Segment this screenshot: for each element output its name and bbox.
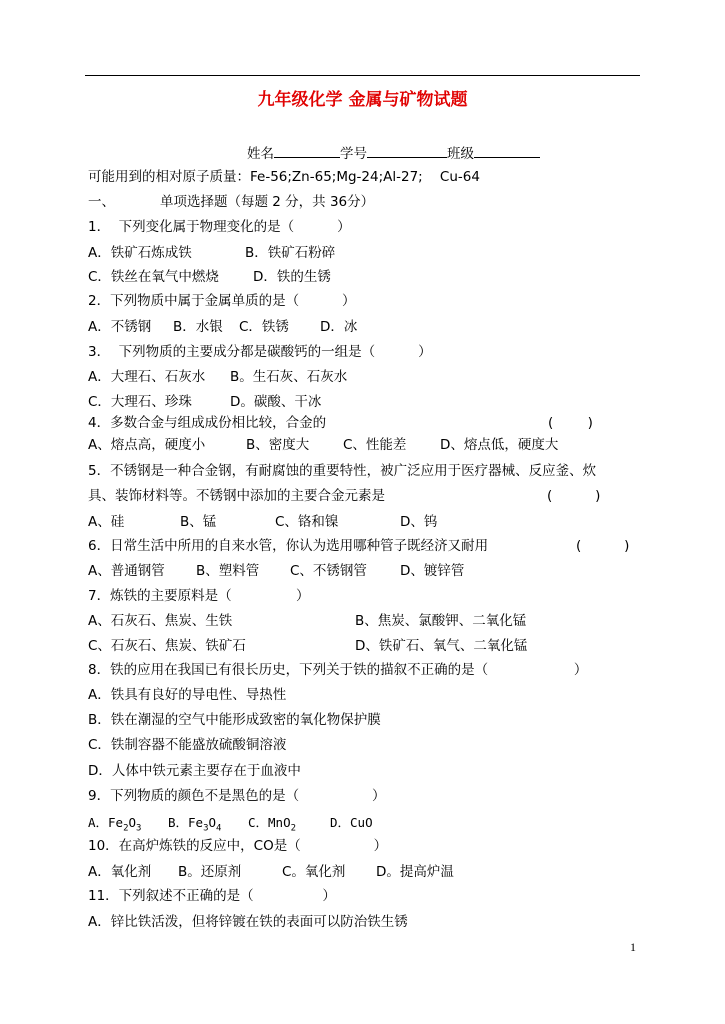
question-3: 3． 下列物质的主要成分都是碳酸钙的一组是（ ） — [88, 344, 432, 360]
question-11: 11．下列叙述不正确的是（ ） — [88, 888, 336, 904]
q3-option-c: C．大理石、珍珠 — [88, 394, 192, 410]
number-field[interactable] — [367, 143, 447, 158]
q5-option-c: C、铬和镍 — [275, 514, 339, 530]
q6-option-b: B、塑料管 — [196, 563, 260, 579]
q6-option-a: A、普通钢管 — [88, 563, 165, 579]
q5-option-d: D、钨 — [400, 514, 438, 530]
question-10: 10．在高炉炼铁的反应中，CO是（ ） — [88, 838, 388, 854]
question-4: 4．多数合金与组成成份相比较，合金的 — [88, 415, 327, 431]
q5-answer-paren: ( ) — [547, 488, 601, 504]
q2-option-d: D．冰 — [320, 319, 358, 335]
student-info — [247, 143, 540, 164]
q6-option-d: D、镀锌管 — [400, 563, 465, 579]
q10-option-c: C。氧化剂 — [282, 864, 346, 880]
q7-option-d: D、铁矿石、氧气、二氧化锰 — [355, 638, 528, 654]
q9-option-a: A．$Fe_2O_3$ — [88, 815, 142, 834]
q6-option-c: C、不锈钢管 — [290, 563, 367, 579]
page-number: 1 — [630, 940, 636, 954]
q9-option-d: D．CuO — [330, 815, 373, 830]
section-number: 一、 — [88, 194, 115, 210]
q11-option-a: A．锌比铁活泼，但将锌镀在铁的表面可以防治铁生锈 — [88, 914, 408, 930]
q8-option-c: C．铁制容器不能盛放硫酸铜溶液 — [88, 737, 287, 753]
atomic-mass-line: 可能用到的相对原子质量：Fe-56;Zn-65;Mg-24;Al-27; Cu-64 — [88, 169, 480, 185]
q8-option-d: D．人体中铁元素主要存在于血液中 — [88, 763, 301, 779]
number-label: 学号 — [340, 146, 367, 162]
q9-option-b: B．$Fe_3O_4$ — [168, 815, 222, 834]
q6-answer-paren: ( ) — [576, 538, 630, 554]
q4-option-a: A、熔点高，硬度小 — [88, 437, 206, 453]
question-8: 8．铁的应用在我国已有很长历史，下列关于铁的描叙不正确的是（ ） — [88, 662, 588, 678]
q7-option-a: A、石灰石、焦炭、生铁 — [88, 613, 233, 629]
class-field[interactable] — [474, 143, 540, 158]
q5-option-b: B、锰 — [180, 514, 217, 530]
q1-option-a: A．铁矿石炼成铁 — [88, 245, 192, 261]
q1-option-d: D．铁的生锈 — [253, 269, 331, 285]
q10-option-d: D。提高炉温 — [376, 864, 454, 880]
q4-option-c: C、性能差 — [343, 437, 407, 453]
section-text: 单项选择题（每题 2 分，共 36分） — [160, 194, 375, 210]
q8-option-b: B．铁在潮湿的空气中能形成致密的氧化物保护膜 — [88, 712, 381, 728]
q3-option-a: A．大理石、石灰水 — [88, 369, 206, 385]
question-5-line-2: 具、装饰材料等。不锈钢中添加的主要合金元素是 — [88, 488, 385, 504]
page-title: 九年级化学 金属与矿物试题 — [257, 90, 468, 110]
section-heading — [88, 192, 374, 212]
q2-option-c: C．铁锈 — [239, 319, 289, 335]
question-9: 9．下列物质的颜色不是黑色的是（ ） — [88, 788, 386, 804]
name-label: 姓名 — [247, 146, 274, 162]
question-2: 2．下列物质中属于金属单质的是（ ） — [88, 293, 356, 309]
q2-option-a: A．不锈钢 — [88, 319, 152, 335]
q7-option-c: C、石灰石、焦炭、铁矿石 — [88, 638, 246, 654]
name-field[interactable] — [274, 143, 340, 158]
q9-option-c: C．MnO$_2$ — [248, 815, 297, 834]
q4-answer-paren: ( ) — [548, 415, 593, 431]
q3-option-b: B。生石灰、石灰水 — [230, 369, 348, 385]
question-5-line-1: 5．不锈钢是一种合金钢，有耐腐蚀的重要特性，被广泛应用于医疗器械、反应釜、炊 — [88, 463, 597, 479]
q4-option-d: D、熔点低，硬度大 — [440, 437, 559, 453]
q7-option-b: B、焦炭、氯酸钾、二氧化锰 — [355, 613, 527, 629]
question-1: 1． 下列变化属于物理变化的是（ ） — [88, 219, 351, 235]
q2-option-b: B．水银 — [173, 319, 223, 335]
class-label: 班级 — [447, 146, 474, 162]
q10-option-a: A．氧化剂 — [88, 864, 152, 880]
question-6: 6．日常生活中所用的自来水管，你认为选用哪种管子既经济又耐用 — [88, 538, 489, 554]
q1-option-c: C．铁丝在氧气中燃烧 — [88, 269, 219, 285]
q1-option-b: B．铁矿石粉碎 — [245, 245, 336, 261]
q4-option-b: B、密度大 — [246, 437, 310, 453]
question-7: 7．炼铁的主要原料是（ ） — [88, 588, 310, 604]
q3-option-d: D。碳酸、干冰 — [230, 394, 322, 410]
q5-option-a: A、硅 — [88, 514, 125, 530]
header-rule — [85, 75, 640, 76]
q8-option-a: A．铁具有良好的导电性、导热性 — [88, 687, 287, 703]
q10-option-b: B。还原剂 — [178, 864, 242, 880]
